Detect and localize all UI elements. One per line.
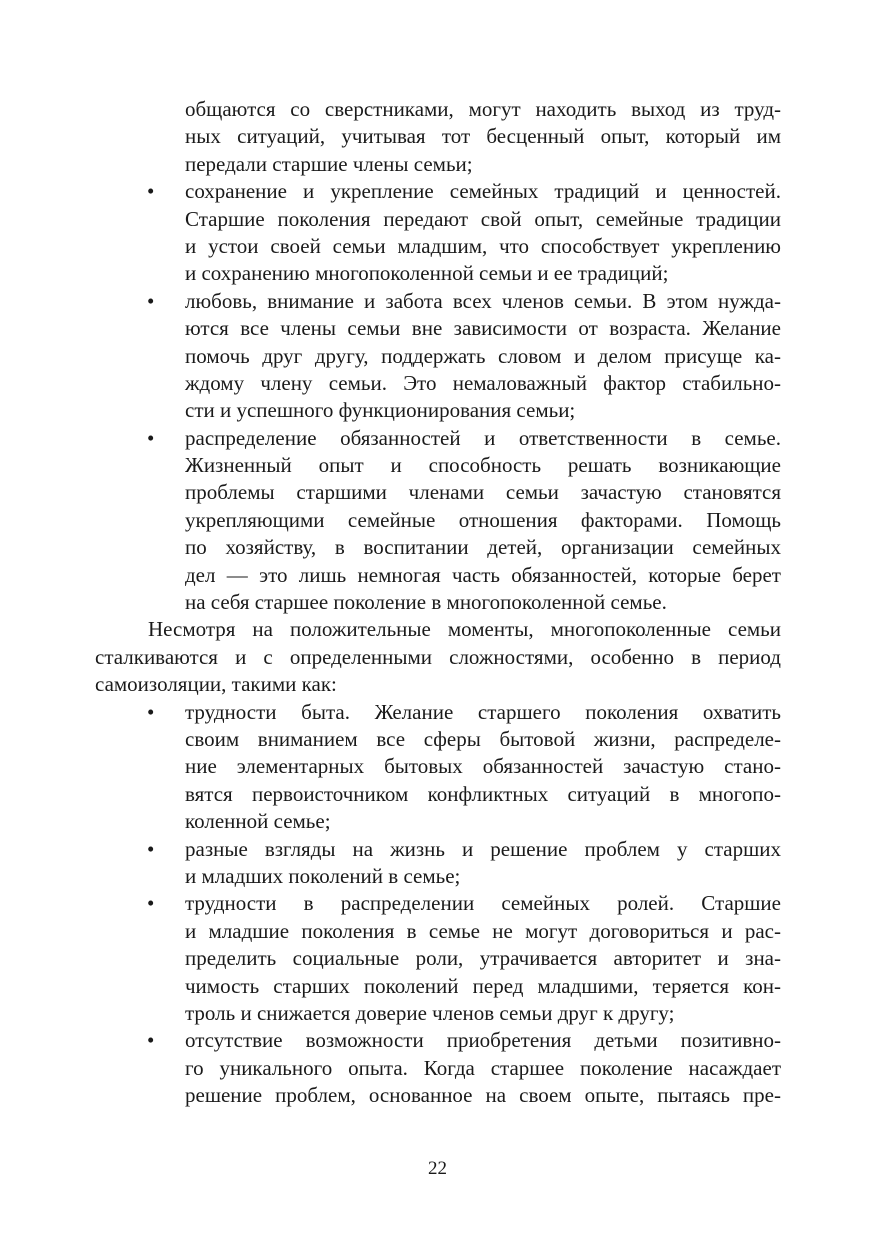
text-line bbox=[95, 699, 781, 726]
list-item bbox=[95, 178, 781, 288]
text-line: вятся первоисточником конфликтных ситуаций в многопо- bbox=[185, 781, 781, 806]
text-line: по хозяйству, в воспитании детей, организации семейных bbox=[185, 535, 781, 560]
text-line bbox=[95, 890, 781, 917]
text-line bbox=[95, 288, 781, 315]
bullet-icon: • bbox=[147, 179, 155, 204]
page-body bbox=[95, 96, 781, 1109]
text-line: и младших поколений в семье; bbox=[185, 863, 461, 888]
list-item bbox=[95, 1027, 781, 1109]
text-line: и сохранению многопоколенной семьи и ее традиций; bbox=[185, 261, 669, 286]
text-line: го уникального опыта. Когда старшее поколение насаждает bbox=[185, 1055, 781, 1080]
text-line: на себя старшее поколение в многопоколенной семье. bbox=[185, 590, 667, 615]
text-line: Старшие поколения передают свой опыт, семейные традиции bbox=[185, 206, 781, 231]
text-line: ние элементарных бытовых обязанностей зачастую стано- bbox=[185, 754, 781, 779]
paragraph bbox=[95, 616, 781, 698]
bullet-icon: • bbox=[147, 699, 155, 724]
text-line: укрепляющими семейные отношения факторами. Помощь bbox=[185, 507, 781, 532]
list-item bbox=[95, 425, 781, 617]
text-line: ждому члену семьи. Это немаловажный фактор стабильно- bbox=[185, 370, 781, 395]
line-text: отсутствие возможности приобретения детьми позитивно- bbox=[185, 1028, 781, 1053]
text-line: Жизненный опыт и способность решать возникающие bbox=[185, 453, 781, 478]
text-line: сти и успешного функционирования семьи; bbox=[185, 398, 576, 423]
text-line: общаются со сверстниками, могут находить выход из труд- bbox=[185, 97, 781, 121]
text-line: самоизоляции, такими как: bbox=[95, 672, 337, 697]
text-line: коленной семье; bbox=[185, 809, 331, 834]
line-text: распределение обязанностей и ответственности в семье. bbox=[185, 425, 781, 450]
text-line: решение проблем, основанное на своем опыте, пытаясь пре- bbox=[185, 1083, 781, 1108]
list-item-continuation bbox=[95, 96, 781, 178]
bullet-list bbox=[95, 178, 781, 616]
text-line: троль и снижается доверие членов семьи друг к другу; bbox=[185, 1000, 675, 1025]
text-line: сталкиваются и с определенными сложностями, особенно в период bbox=[95, 644, 781, 669]
text-line: проблемы старшими членами семьи зачастую становятся bbox=[185, 480, 781, 505]
text-line: помочь друг другу, поддержать словом и делом присуще ка- bbox=[185, 343, 781, 368]
text-line: дел — это лишь немногая часть обязанностей, которые берет bbox=[185, 562, 781, 587]
bullet-icon: • bbox=[147, 425, 155, 450]
page-number: 22 bbox=[428, 1158, 447, 1179]
text-line: и устои своей семьи младшим, что способствует укреплению bbox=[185, 233, 781, 258]
text-line bbox=[95, 178, 781, 205]
text-line: ются все члены семьи вне зависимости от возраста. Желание bbox=[185, 316, 781, 341]
list-item bbox=[95, 836, 781, 891]
text-line: ных ситуаций, учитывая тот бесценный опыт, который им bbox=[185, 124, 781, 149]
bullet-icon: • bbox=[147, 1028, 155, 1053]
text-line: Несмотря на положительные моменты, многопоколенные семьи bbox=[148, 617, 781, 642]
text-line bbox=[95, 836, 781, 863]
line-text: разные взгляды на жизнь и решение проблем у старших bbox=[185, 836, 781, 861]
text-line: чимость старших поколений перед младшими, теряется кон- bbox=[185, 973, 781, 998]
text-line: передали старшие члены семьи; bbox=[185, 151, 473, 176]
list-item bbox=[95, 288, 781, 425]
text-line: пределить социальные роли, утрачивается авторитет и зна- bbox=[185, 946, 781, 971]
bullet-icon: • bbox=[147, 288, 155, 313]
text-line: своим вниманием все сферы бытовой жизни, распределе- bbox=[185, 726, 781, 751]
text-line: и младшие поколения в семье не могут договориться и рас- bbox=[185, 918, 781, 943]
text-line bbox=[95, 425, 781, 452]
bullet-icon: • bbox=[147, 836, 155, 861]
bullet-list bbox=[95, 699, 781, 1110]
text-line bbox=[95, 1027, 781, 1054]
list-item bbox=[95, 699, 781, 836]
line-text: сохранение и укрепление семейных традиций и ценностей. bbox=[185, 179, 781, 204]
line-text: трудности быта. Желание старшего поколения охватить bbox=[185, 699, 781, 724]
line-text: трудности в распределении семейных ролей. Старшие bbox=[185, 891, 781, 916]
line-text: любовь, внимание и забота всех членов семьи. В этом нужда- bbox=[185, 288, 781, 313]
bullet-icon: • bbox=[147, 891, 155, 916]
list-item bbox=[95, 890, 781, 1027]
